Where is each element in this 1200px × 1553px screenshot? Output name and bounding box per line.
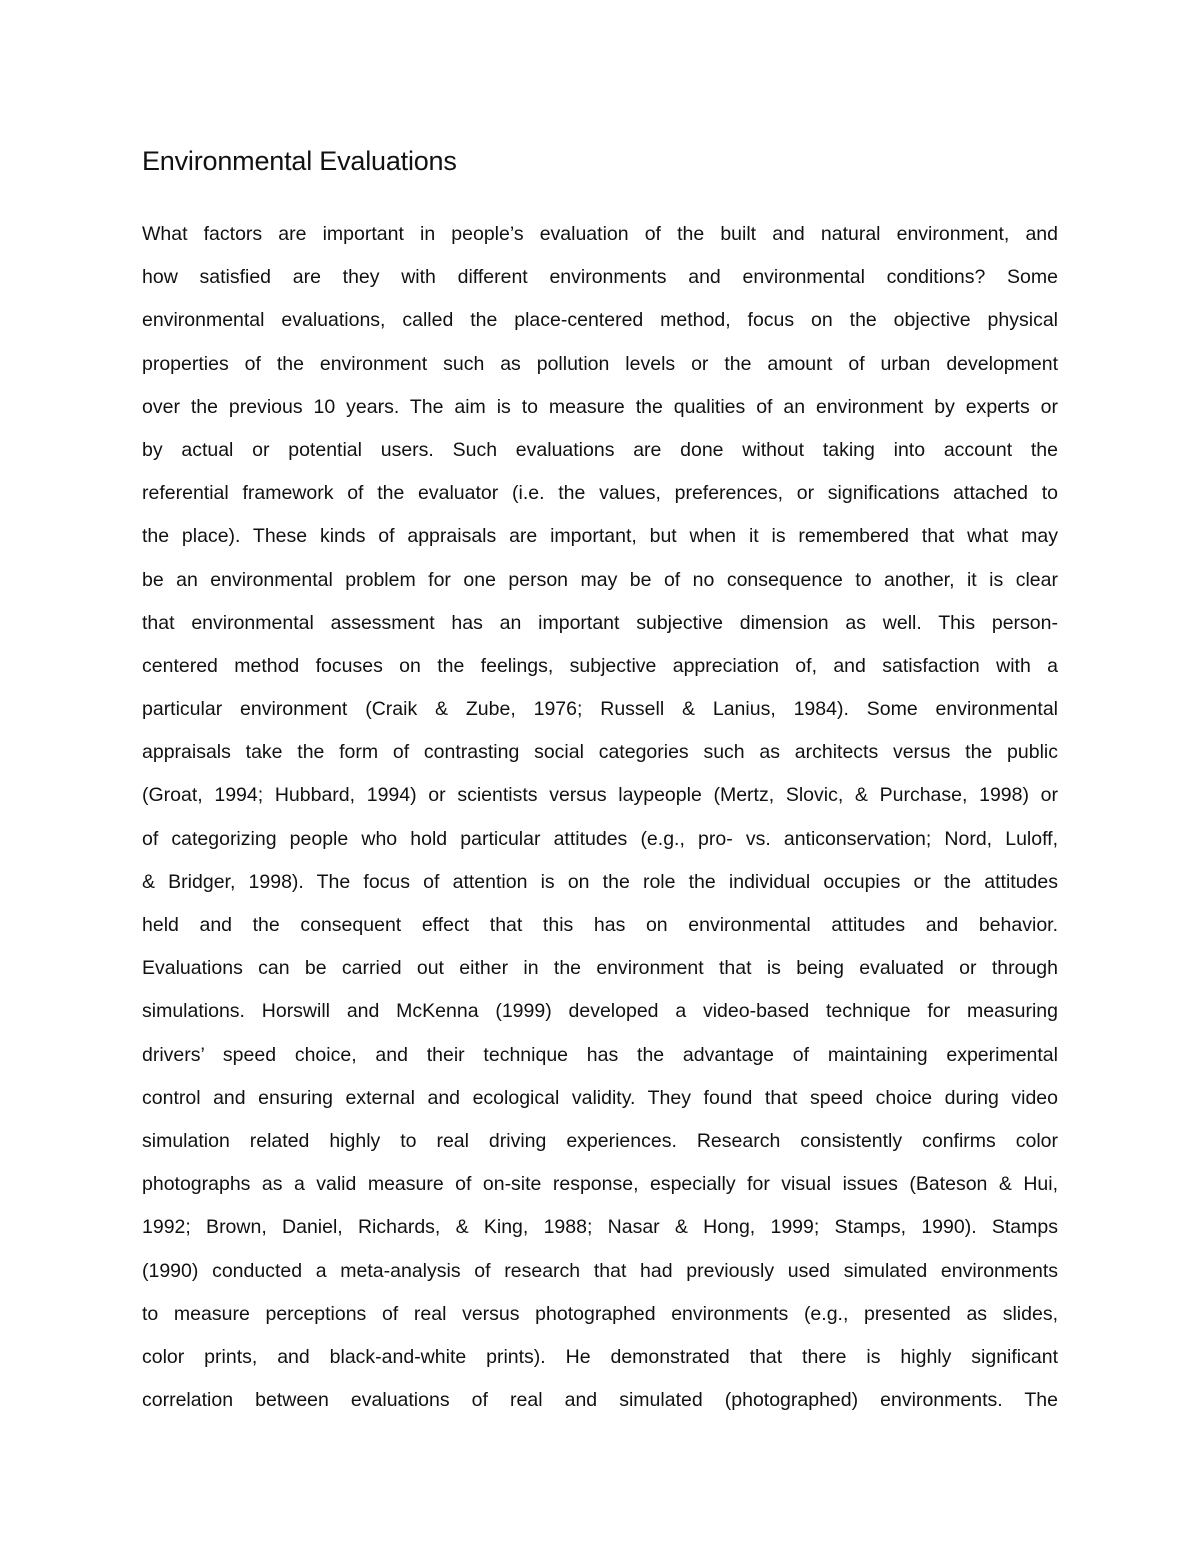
body-line: photographs as a valid measure of on-site response, especially for visual issues (Bateson & Hui, [142, 1173, 1058, 1196]
body-line: What factors are important in people’s evaluation of the built and natural environment, and [142, 223, 1058, 245]
body-line: environmental evaluations, called the place-centered method, focus on the objective physical [142, 309, 1058, 332]
body-line: properties of the environment such as pollution levels or the amount of urban development [142, 352, 1058, 375]
body-line: Evaluations can be carried out either in the environment that is being evaluated or through [142, 957, 1058, 980]
body-line: correlation between evaluations of real and simulated (photographed) environments. The [142, 1389, 1058, 1412]
document-title: Environmental Evaluations [142, 146, 457, 176]
body-line: referential framework of the evaluator (i.e. the values, preferences, or significations attached to [142, 482, 1058, 505]
body-line: control and ensuring external and ecological validity. They found that speed choice during video [142, 1086, 1058, 1109]
body-line: (Groat, 1994; Hubbard, 1994) or scientists versus laypeople (Mertz, Slovic, & Purchase, 1998) or [142, 784, 1058, 807]
body-line: by actual or potential users. Such evaluations are done without taking into account the [142, 438, 1058, 461]
body-line: how satisfied are they with different environments and environmental conditions? Some [142, 266, 1058, 289]
document-body [142, 213, 1058, 1422]
body-line: to measure perceptions of real versus photographed environments (e.g., presented as slides, [142, 1302, 1058, 1325]
body-line: (1990) conducted a meta-analysis of research that had previously used simulated environments [142, 1259, 1058, 1282]
body-line: drivers’ speed choice, and their technique has the advantage of maintaining experimental [142, 1043, 1058, 1066]
body-line: of categorizing people who hold particular attitudes (e.g., pro- vs. anticonservation; Nord, Luloff, [142, 827, 1058, 850]
body-line: centered method focuses on the feelings, subjective appreciation of, and satisfaction with a [142, 654, 1058, 677]
body-line: over the previous 10 years. The aim is to measure the qualities of an environment by experts or [142, 395, 1058, 418]
body-line: that environmental assessment has an important subjective dimension as well. This person- [142, 611, 1058, 634]
body-line: color prints, and black-and-white prints). He demonstrated that there is highly significant [142, 1345, 1058, 1368]
body-line: simulations. Horswill and McKenna (1999) developed a video-based technique for measuring [142, 1000, 1058, 1023]
body-line: held and the consequent effect that this has on environmental attitudes and behavior. [142, 914, 1058, 936]
body-line: the place). These kinds of appraisals are important, but when it is remembered that what may [142, 525, 1058, 548]
body-line: appraisals take the form of contrasting social categories such as architects versus the public [142, 741, 1058, 764]
body-line: & Bridger, 1998). The focus of attention is on the role the individual occupies or the attitudes [142, 870, 1058, 893]
body-line: simulation related highly to real driving experiences. Research consistently confirms color [142, 1129, 1058, 1152]
body-line: 1992; Brown, Daniel, Richards, & King, 1988; Nasar & Hong, 1999; Stamps, 1990). Stamps [142, 1216, 1058, 1239]
body-line: be an environmental problem for one person may be of no consequence to another, it is clear [142, 568, 1058, 591]
body-line: particular environment (Craik & Zube, 1976; Russell & Lanius, 1984). Some environmental [142, 698, 1058, 721]
